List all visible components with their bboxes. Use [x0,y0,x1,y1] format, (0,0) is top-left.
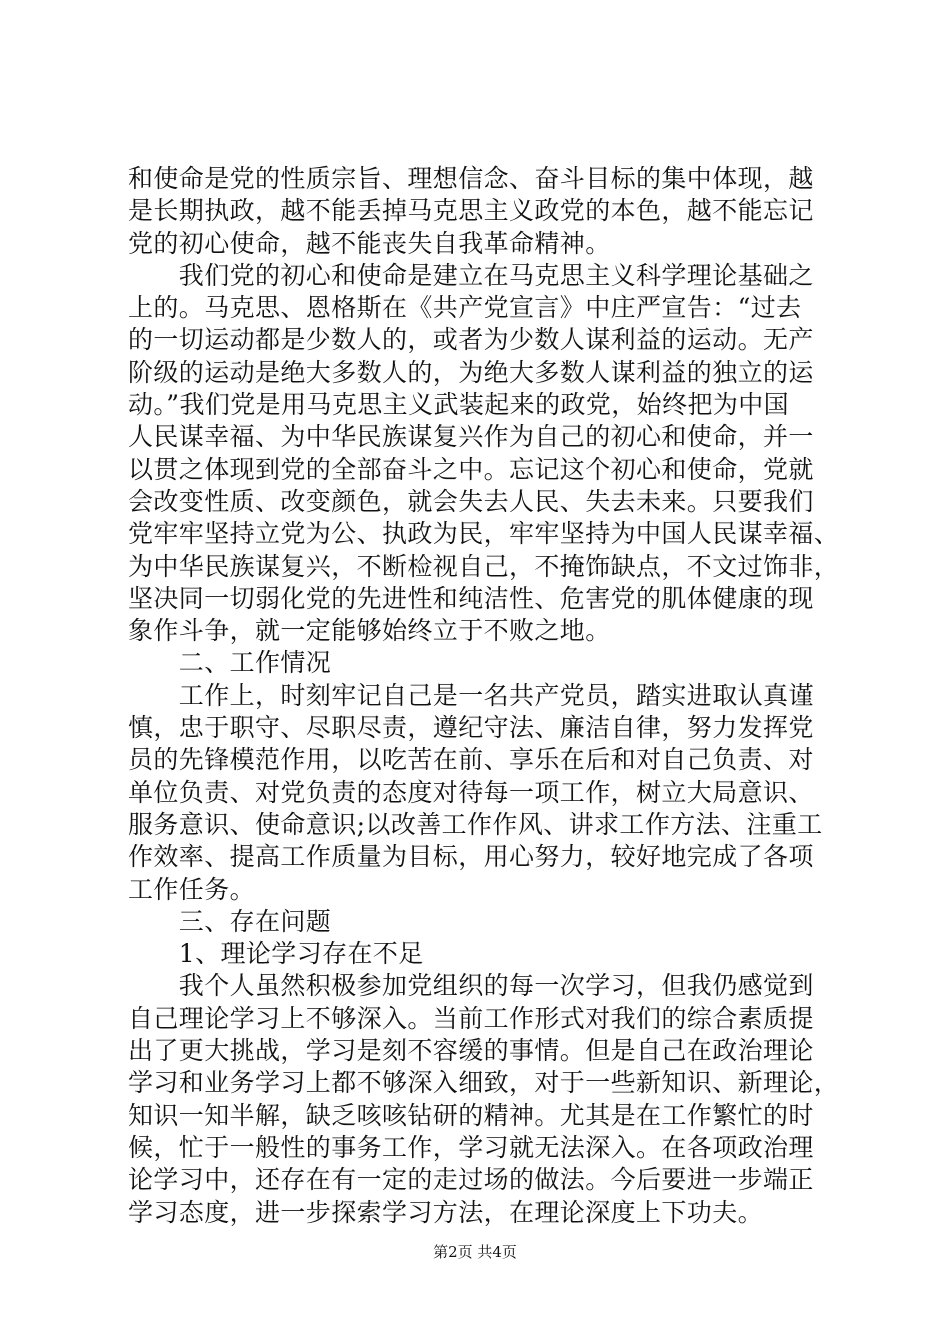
text-line: 慎，忠于职守、尽职尽责，遵纪守法、廉洁自律，努力发挥党 [128,713,814,743]
text-line: 是长期执政，越不能丢掉马克思主义政党的本色，越不能忘记 [128,196,814,226]
text-line: 党牢牢坚持立党为公、执政为民，牢牢坚持为中国人民谋幸福、 [128,519,840,549]
text-line: 作效率、提高工作质量为目标，用心努力，较好地完成了各项 [128,842,814,872]
text-line: 的一切运动都是少数人的，或者为少数人谋利益的运动。无产 [128,325,814,355]
text-line: 和使命是党的性质宗旨、理想信念、奋斗目标的集中体现，越 [128,164,814,193]
text-line: 动。”我们党是用马克思主义武装起来的政党，始终把为中国 [128,390,790,420]
text-line: 候，忙于一般性的事务工作，学习就无法深入。在各项政治理 [128,1132,814,1162]
text-line: 单位负责、对党负责的态度对待每一项工作，树立大局意识、 [128,777,814,807]
text-line: 象作斗争，就一定能够始终立于不败之地。 [128,616,611,646]
text-line: 论学习中，还存在有一定的走过场的做法。今后要进一步端正 [128,1165,814,1195]
text-line: 员的先锋模范作用，以吃苦在前、享乐在后和对自己负责、对 [128,745,814,775]
text-line: 坚决同一切弱化党的先进性和纯洁性、危害党的肌体健康的现 [128,583,814,613]
text-line: 以贯之体现到党的全部奋斗之中。忘记这个初心和使命，党就 [128,454,814,484]
text-line: 工作上，时刻牢记自己是一名共产党员，踏实进取认真谨 [128,680,814,710]
text-line: 三、存在问题 [128,906,332,936]
text-line: 会改变性质、改变颜色，就会失去人民、失去未来。只要我们 [128,486,814,516]
text-line: 1、理论学习存在不足 [128,939,424,969]
text-line: 阶级的运动是绝大多数人的，为绝大多数人谋利益的独立的运 [128,357,814,387]
text-line: 工作任务。 [128,874,256,904]
text-line: 上的。马克思、恩格斯在《共产党宣言》中庄严宣告：“过去 [128,293,802,323]
document-body [128,163,840,1229]
text-line: 我们党的初心和使命是建立在马克思主义科学理论基础之 [128,260,814,290]
text-line: 人民谋幸福、为中华民族谋复兴作为自己的初心和使命，并一 [128,422,814,452]
page-footer: 第2页 共4页 [433,1243,517,1261]
text-line: 知识一知半解，缺乏咳咳钻研的精神。尤其是在工作繁忙的时 [128,1100,814,1130]
text-line: 为中华民族谋复兴，不断检视自己，不掩饰缺点，不文过饰非， [128,551,840,581]
text-line: 学习态度，进一步探索学习方法，在理论深度上下功夫。 [128,1197,764,1227]
text-line: 学习和业务学习上都不够深入细致，对于一些新知识、新理论， [128,1068,840,1098]
text-line: 服务意识、使命意识;以改善工作作风、讲求工作方法、注重工 [128,809,823,839]
text-line: 党的初心使命，越不能丧失自我革命精神。 [128,228,611,258]
text-line: 二、工作情况 [128,648,332,678]
text-line: 出了更大挑战，学习是刻不容缓的事情。但是自己在政治理论 [128,1036,814,1066]
text-line: 我个人虽然积极参加党组织的每一次学习，但我仍感觉到 [128,971,814,1001]
text-line: 自己理论学习上不够深入。当前工作形式对我们的综合素质提 [128,1003,814,1033]
